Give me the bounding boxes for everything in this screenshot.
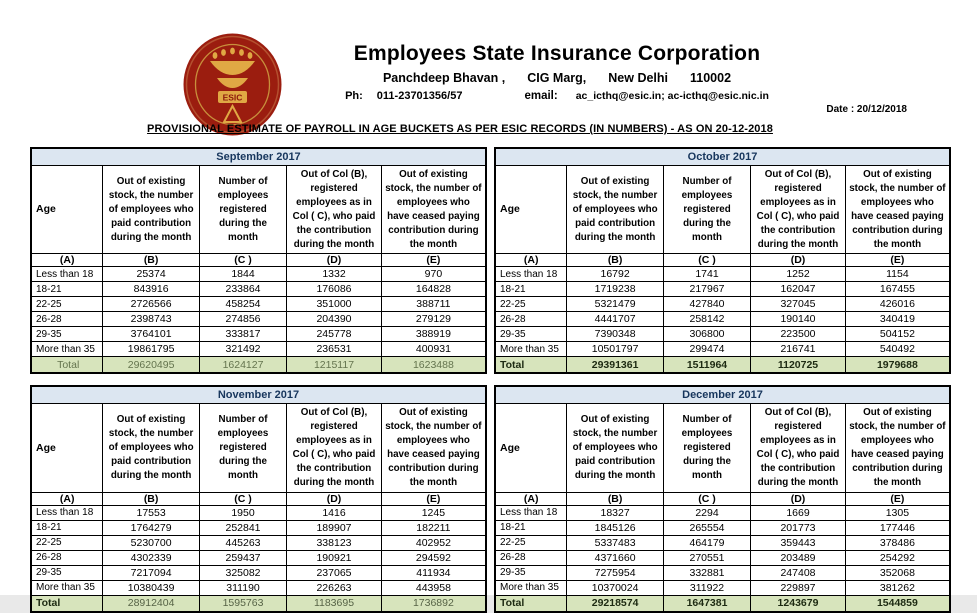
table-row xyxy=(495,505,950,520)
table-row xyxy=(495,282,950,297)
age-bucket-cell: 18-21 xyxy=(31,282,103,297)
phone-number: 011-23701356/57 xyxy=(376,90,463,102)
value-cell: 311922 xyxy=(663,580,750,595)
value-cell: 254292 xyxy=(845,550,950,565)
total-value-cell: 1215117 xyxy=(287,357,382,374)
value-cell: 299474 xyxy=(663,342,750,357)
table-row xyxy=(495,267,950,282)
table-row xyxy=(31,550,486,565)
value-cell: 4441707 xyxy=(567,312,663,327)
table-row xyxy=(31,327,486,342)
value-cell: 1305 xyxy=(845,505,950,520)
value-cell: 2294 xyxy=(663,505,750,520)
value-cell: 378486 xyxy=(845,535,950,550)
address-part-street: CIG Marg, xyxy=(527,71,587,85)
column-letter: (E) xyxy=(381,492,486,505)
table-november-2017 xyxy=(30,385,487,612)
column-letter: (A) xyxy=(31,492,103,505)
value-cell: 217967 xyxy=(663,282,750,297)
value-cell: 843916 xyxy=(103,282,199,297)
table-row xyxy=(31,297,486,312)
age-bucket-cell: More than 35 xyxy=(495,580,567,595)
total-value-cell: 1624127 xyxy=(199,357,286,374)
value-cell: 182211 xyxy=(381,520,486,535)
value-cell: 1245 xyxy=(381,505,486,520)
value-cell: 4302339 xyxy=(103,550,199,565)
value-cell: 10380439 xyxy=(103,580,199,595)
org-name: Employees State Insurance Corporation xyxy=(353,42,761,65)
total-value-cell: 1511964 xyxy=(663,357,750,374)
column-header: Out of existing stock, the number of employees who have ceased paying contribution during the month xyxy=(381,166,486,254)
table-month-title: November 2017 xyxy=(31,386,486,404)
column-header: Out of existing stock, the number of employees who paid contribution during the month xyxy=(103,166,199,254)
value-cell: 190140 xyxy=(751,312,846,327)
value-cell: 294592 xyxy=(381,550,486,565)
value-cell: 445263 xyxy=(199,535,286,550)
value-cell: 265554 xyxy=(663,520,750,535)
value-cell: 388711 xyxy=(381,297,486,312)
document-date: Date : 20/12/2018 xyxy=(826,104,907,115)
value-cell: 258142 xyxy=(663,312,750,327)
value-cell: 25374 xyxy=(103,267,199,282)
total-value-cell: 29391361 xyxy=(567,357,663,374)
table-row xyxy=(495,565,950,580)
total-value-cell: 1183695 xyxy=(287,595,382,612)
value-cell: 464179 xyxy=(663,535,750,550)
value-cell: 381262 xyxy=(845,580,950,595)
value-cell: 7217094 xyxy=(103,565,199,580)
value-cell: 229897 xyxy=(751,580,846,595)
payroll-age-table xyxy=(30,385,487,612)
column-header: Out of Col (B), registered employees as in Col ( C), who paid the contribution during the month xyxy=(751,404,846,492)
value-cell: 19861795 xyxy=(103,342,199,357)
column-header: Out of Col (B), registered employees as in Col ( C), who paid the contribution during the month xyxy=(287,404,382,492)
total-row xyxy=(31,595,486,612)
org-block xyxy=(318,42,796,102)
total-value-cell: 1544859 xyxy=(845,595,950,612)
total-label-cell: Total xyxy=(495,595,567,612)
value-cell: 402952 xyxy=(381,535,486,550)
value-cell: 1845126 xyxy=(567,520,663,535)
value-cell: 1741 xyxy=(663,267,750,282)
value-cell: 1416 xyxy=(287,505,382,520)
value-cell: 177446 xyxy=(845,520,950,535)
address-part-building: Panchdeep Bhavan , xyxy=(382,71,506,85)
value-cell: 325082 xyxy=(199,565,286,580)
esic-logo xyxy=(182,32,283,137)
age-column-header: Age xyxy=(31,166,103,254)
org-address xyxy=(318,71,796,85)
value-cell: 7390348 xyxy=(567,327,663,342)
total-value-cell: 29218574 xyxy=(567,595,663,612)
address-part-pin: 110002 xyxy=(690,71,732,85)
value-cell: 164828 xyxy=(381,282,486,297)
value-cell: 216741 xyxy=(751,342,846,357)
value-cell: 504152 xyxy=(845,327,950,342)
column-letter: (D) xyxy=(287,254,382,267)
column-header: Out of Col (B), registered employees as in Col ( C), who paid the contribution during the month xyxy=(287,166,382,254)
total-value-cell: 1120725 xyxy=(751,357,846,374)
total-value-cell: 1647381 xyxy=(663,595,750,612)
column-letter: (D) xyxy=(287,492,382,505)
value-cell: 321492 xyxy=(199,342,286,357)
value-cell: 427840 xyxy=(663,297,750,312)
total-label-cell: Total xyxy=(495,357,567,374)
value-cell: 970 xyxy=(381,267,486,282)
esic-logo-text: ESIC xyxy=(222,92,243,103)
total-value-cell: 1736892 xyxy=(381,595,486,612)
table-row xyxy=(495,520,950,535)
address-part-city: New Delhi xyxy=(608,71,669,85)
value-cell: 338123 xyxy=(287,535,382,550)
value-cell: 247408 xyxy=(751,565,846,580)
value-cell: 311190 xyxy=(199,580,286,595)
column-letter: (E) xyxy=(381,254,486,267)
value-cell: 327045 xyxy=(751,297,846,312)
age-bucket-cell: 26-28 xyxy=(31,550,103,565)
value-cell: 270551 xyxy=(663,550,750,565)
age-bucket-cell: 22-25 xyxy=(31,297,103,312)
value-cell: 279129 xyxy=(381,312,486,327)
value-cell: 1844 xyxy=(199,267,286,282)
document-title: PROVISIONAL ESTIMATE OF PAYROLL IN AGE BUCKETS AS PER ESIC RECORDS (IN NUMBERS) - AS ON 20-12-2018 xyxy=(147,123,773,135)
age-bucket-cell: 22-25 xyxy=(31,535,103,550)
total-label-cell: Total xyxy=(31,595,103,612)
value-cell: 236531 xyxy=(287,342,382,357)
value-cell: 411934 xyxy=(381,565,486,580)
column-header: Out of existing stock, the number of employees who have ceased paying contribution during the month xyxy=(845,166,950,254)
column-letter: (D) xyxy=(751,254,846,267)
value-cell: 259437 xyxy=(199,550,286,565)
value-cell: 388919 xyxy=(381,327,486,342)
value-cell: 1719238 xyxy=(567,282,663,297)
value-cell: 2726566 xyxy=(103,297,199,312)
column-letter: (C ) xyxy=(199,254,286,267)
value-cell: 1332 xyxy=(287,267,382,282)
column-header: Number of employees registered during the month xyxy=(199,404,286,492)
age-column-header: Age xyxy=(31,404,103,492)
value-cell: 176086 xyxy=(287,282,382,297)
value-cell: 10501797 xyxy=(567,342,663,357)
age-bucket-cell: 22-25 xyxy=(495,297,567,312)
table-month-title: October 2017 xyxy=(495,148,950,166)
age-bucket-cell: Less than 18 xyxy=(31,505,103,520)
tables-grid xyxy=(30,147,951,613)
value-cell: 190921 xyxy=(287,550,382,565)
table-row xyxy=(31,505,486,520)
table-row xyxy=(495,535,950,550)
email-label: email: xyxy=(524,90,558,102)
total-row xyxy=(495,595,950,612)
age-bucket-cell: 22-25 xyxy=(495,535,567,550)
value-cell: 274856 xyxy=(199,312,286,327)
table-row xyxy=(31,342,486,357)
age-bucket-cell: More than 35 xyxy=(495,342,567,357)
total-value-cell: 1979688 xyxy=(845,357,950,374)
age-bucket-cell: 18-21 xyxy=(495,282,567,297)
value-cell: 426016 xyxy=(845,297,950,312)
value-cell: 5230700 xyxy=(103,535,199,550)
value-cell: 540492 xyxy=(845,342,950,357)
column-header: Number of employees registered during the month xyxy=(199,166,286,254)
value-cell: 443958 xyxy=(381,580,486,595)
value-cell: 223500 xyxy=(751,327,846,342)
column-letter: (B) xyxy=(567,492,663,505)
table-december-2017 xyxy=(494,385,951,612)
table-row xyxy=(31,565,486,580)
age-bucket-cell: 29-35 xyxy=(31,565,103,580)
value-cell: 352068 xyxy=(845,565,950,580)
value-cell: 233864 xyxy=(199,282,286,297)
age-bucket-cell: 18-21 xyxy=(495,520,567,535)
value-cell: 237065 xyxy=(287,565,382,580)
age-bucket-cell: More than 35 xyxy=(31,342,103,357)
value-cell: 10370024 xyxy=(567,580,663,595)
esic-emblem-icon xyxy=(182,32,283,137)
age-bucket-cell: More than 35 xyxy=(31,580,103,595)
total-row xyxy=(31,357,486,374)
column-header: Out of existing stock, the number of employees who paid contribution during the month xyxy=(103,404,199,492)
value-cell: 2398743 xyxy=(103,312,199,327)
age-column-header: Age xyxy=(495,404,567,492)
column-header: Out of existing stock, the number of employees who have ceased paying contribution during the month xyxy=(845,404,950,492)
age-bucket-cell: 26-28 xyxy=(495,550,567,565)
age-bucket-cell: Less than 18 xyxy=(31,267,103,282)
value-cell: 3764101 xyxy=(103,327,199,342)
value-cell: 351000 xyxy=(287,297,382,312)
value-cell: 245778 xyxy=(287,327,382,342)
column-letter: (A) xyxy=(495,254,567,267)
column-letter: (A) xyxy=(31,254,103,267)
value-cell: 226263 xyxy=(287,580,382,595)
total-value-cell: 29620495 xyxy=(103,357,199,374)
table-row xyxy=(31,267,486,282)
value-cell: 201773 xyxy=(751,520,846,535)
value-cell: 400931 xyxy=(381,342,486,357)
value-cell: 332881 xyxy=(663,565,750,580)
table-month-title: September 2017 xyxy=(31,148,486,166)
total-label-cell: Total xyxy=(31,357,103,374)
table-row xyxy=(31,312,486,327)
value-cell: 1252 xyxy=(751,267,846,282)
total-value-cell: 1595763 xyxy=(199,595,286,612)
table-row xyxy=(31,282,486,297)
age-bucket-cell: 26-28 xyxy=(495,312,567,327)
table-row xyxy=(495,297,950,312)
value-cell: 17553 xyxy=(103,505,199,520)
value-cell: 4371660 xyxy=(567,550,663,565)
table-row xyxy=(495,327,950,342)
table-september-2017 xyxy=(30,147,487,374)
value-cell: 204390 xyxy=(287,312,382,327)
column-header: Number of employees registered during the month xyxy=(663,166,750,254)
column-letter: (A) xyxy=(495,492,567,505)
table-row xyxy=(495,342,950,357)
email-address: ac_icthq@esic.in; ac-icthq@esic.nic.in xyxy=(575,90,769,102)
column-header: Number of employees registered during the month xyxy=(663,404,750,492)
value-cell: 5321479 xyxy=(567,297,663,312)
table-row xyxy=(31,580,486,595)
column-letter: (B) xyxy=(103,254,199,267)
value-cell: 252841 xyxy=(199,520,286,535)
total-value-cell: 28912404 xyxy=(103,595,199,612)
column-letter: (C ) xyxy=(663,492,750,505)
column-letter: (B) xyxy=(567,254,663,267)
table-row xyxy=(31,520,486,535)
age-bucket-cell: 26-28 xyxy=(31,312,103,327)
value-cell: 333817 xyxy=(199,327,286,342)
column-header: Out of existing stock, the number of employees who paid contribution during the month xyxy=(567,166,663,254)
value-cell: 167455 xyxy=(845,282,950,297)
age-column-header: Age xyxy=(495,166,567,254)
column-letter: (E) xyxy=(845,254,950,267)
column-letter: (E) xyxy=(845,492,950,505)
value-cell: 359443 xyxy=(751,535,846,550)
value-cell: 18327 xyxy=(567,505,663,520)
value-cell: 203489 xyxy=(751,550,846,565)
org-contact xyxy=(318,90,796,102)
value-cell: 1950 xyxy=(199,505,286,520)
column-header: Out of existing stock, the number of employees who paid contribution during the month xyxy=(567,404,663,492)
column-letter: (C ) xyxy=(663,254,750,267)
age-bucket-cell: 18-21 xyxy=(31,520,103,535)
total-value-cell: 1243679 xyxy=(751,595,846,612)
value-cell: 1154 xyxy=(845,267,950,282)
payroll-age-table xyxy=(494,385,951,612)
value-cell: 16792 xyxy=(567,267,663,282)
table-row xyxy=(495,550,950,565)
age-bucket-cell: 29-35 xyxy=(495,327,567,342)
column-header: Out of Col (B), registered employees as in Col ( C), who paid the contribution during the month xyxy=(751,166,846,254)
column-letter: (C ) xyxy=(199,492,286,505)
column-header: Out of existing stock, the number of employees who have ceased paying contribution during the month xyxy=(381,404,486,492)
column-letter: (B) xyxy=(103,492,199,505)
age-bucket-cell: Less than 18 xyxy=(495,267,567,282)
age-bucket-cell: 29-35 xyxy=(495,565,567,580)
value-cell: 1764279 xyxy=(103,520,199,535)
value-cell: 306800 xyxy=(663,327,750,342)
table-row xyxy=(495,580,950,595)
total-value-cell: 1623488 xyxy=(381,357,486,374)
value-cell: 5337483 xyxy=(567,535,663,550)
table-october-2017 xyxy=(494,147,951,374)
age-bucket-cell: 29-35 xyxy=(31,327,103,342)
value-cell: 458254 xyxy=(199,297,286,312)
value-cell: 1669 xyxy=(751,505,846,520)
column-letter: (D) xyxy=(751,492,846,505)
value-cell: 162047 xyxy=(751,282,846,297)
table-row xyxy=(31,535,486,550)
payroll-age-table xyxy=(494,147,951,374)
age-bucket-cell: Less than 18 xyxy=(495,505,567,520)
value-cell: 340419 xyxy=(845,312,950,327)
value-cell: 7275954 xyxy=(567,565,663,580)
table-row xyxy=(495,312,950,327)
phone-label: Ph: xyxy=(345,90,363,102)
payroll-age-table xyxy=(30,147,487,374)
total-row xyxy=(495,357,950,374)
value-cell: 189907 xyxy=(287,520,382,535)
table-month-title: December 2017 xyxy=(495,386,950,404)
